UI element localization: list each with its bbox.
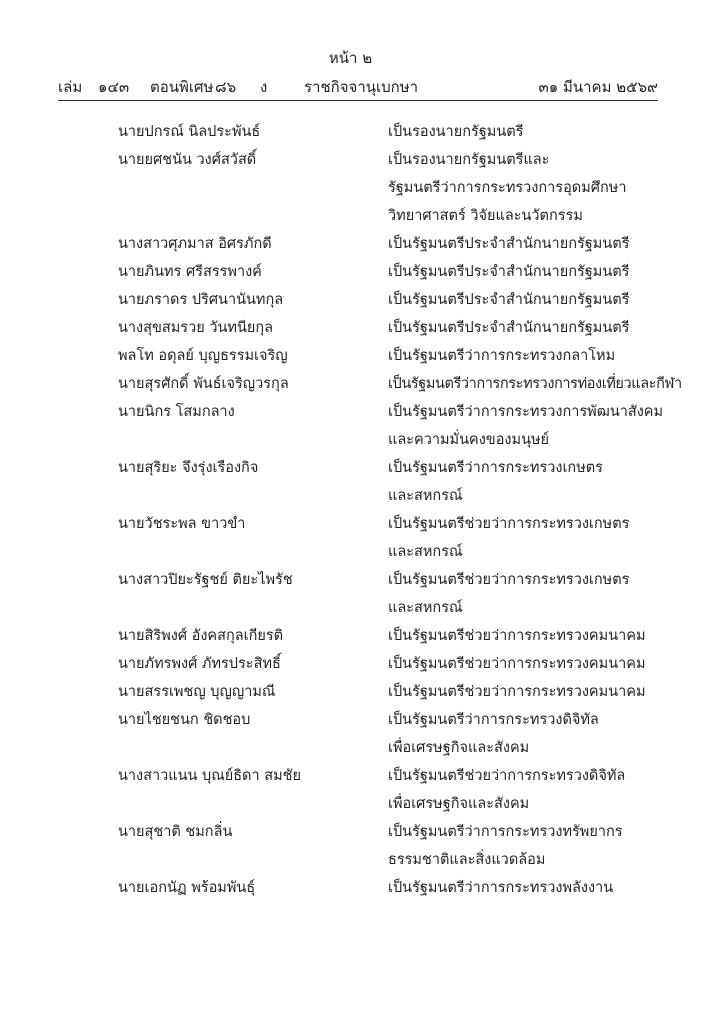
position-title: [388, 650, 688, 678]
appointment-entry: [0, 230, 701, 258]
appointment-entry: [0, 874, 701, 902]
position-line: และสหกรณ์: [388, 600, 463, 616]
position-title: [388, 454, 688, 510]
position-line: เป็นรองนายกรัฐมนตรี: [388, 124, 524, 140]
appointment-entry: [0, 818, 701, 874]
appointment-list: [0, 118, 701, 902]
appointment-entry: [0, 370, 701, 398]
position-title: [388, 678, 688, 706]
appointment-entry: [0, 314, 701, 342]
position-title: [388, 706, 688, 762]
minister-name: นางสุขสมรวย วันทนียกุล: [118, 320, 274, 336]
header-divider: [58, 100, 658, 101]
minister-name: นายภราดร ปริศนานันทกุล: [118, 292, 284, 308]
position-line: เป็นรัฐมนตรีว่าการกระทรวงทรัพยากร: [388, 824, 623, 840]
appointment-entry: [0, 286, 701, 314]
position-title: [388, 398, 688, 454]
position-title: [388, 314, 688, 342]
appointment-entry: [0, 566, 701, 622]
minister-name: นายสิริพงศ์ อังคสกุลเกียรติ: [118, 628, 284, 644]
minister-name: นางสาวศุภมาส อิศรภักดี: [118, 236, 272, 252]
appointment-entry: [0, 398, 701, 454]
minister-name: นายภินทร ศรีสรรพางค์: [118, 264, 262, 280]
minister-name: นางสาวปิยะรัฐชย์ ติยะไพรัช: [118, 572, 293, 588]
position-line: เป็นรัฐมนตรีว่าการกระทรวงดิจิทัล: [388, 712, 599, 728]
position-title: [388, 118, 688, 146]
minister-name: นายสุชาติ ชมกลิ่น: [118, 824, 233, 840]
position-line: เป็นรัฐมนตรีประจำสำนักนายกรัฐมนตรี: [388, 264, 630, 280]
appointment-entry: [0, 258, 701, 286]
position-line: เป็นรัฐมนตรีประจำสำนักนายกรัฐมนตรี: [388, 236, 630, 252]
position-title: [388, 370, 688, 398]
position-title: [388, 874, 688, 902]
minister-name: พลโท อดุลย์ บุญธรรมเจริญ: [118, 348, 288, 364]
appointment-entry: [0, 762, 701, 818]
position-line: เป็นรัฐมนตรีช่วยว่าการกระทรวงคมนาคม: [388, 628, 646, 644]
appointment-entry: [0, 706, 701, 762]
position-title: [388, 342, 688, 370]
position-line: และสหกรณ์: [388, 488, 463, 504]
position-line: เพื่อเศรษฐกิจและสังคม: [388, 796, 530, 812]
position-title: [388, 510, 688, 566]
position-line: วิทยาศาสตร์ วิจัยและนวัตกรรม: [388, 208, 583, 224]
position-line: เป็นรัฐมนตรีว่าการกระทรวงพลังงาน: [388, 880, 614, 896]
position-title: [388, 818, 688, 874]
position-line: เป็นรัฐมนตรีช่วยว่าการกระทรวงเกษตร: [388, 572, 630, 588]
minister-name: นายปกรณ์ นิลประพันธ์: [118, 124, 261, 140]
appointment-entry: [0, 454, 701, 510]
position-title: [388, 762, 688, 818]
minister-name: นายภัทรพงศ์ ภัทรประสิทธิ์: [118, 656, 281, 672]
position-title: [388, 230, 688, 258]
position-line: รัฐมนตรีว่าการกระทรวงการอุดมศึกษา: [388, 180, 627, 196]
volume-label: เล่ม: [58, 78, 83, 96]
minister-name: นายเอกนัฏ พร้อมพันธุ์: [118, 880, 256, 896]
position-line: ธรรมชาติและสิ่งแวดล้อม: [388, 852, 546, 868]
position-title: [388, 566, 688, 622]
position-line: เป็นรัฐมนตรีช่วยว่าการกระทรวงคมนาคม: [388, 656, 646, 672]
page-number: หน้า ๒: [328, 49, 373, 67]
position-line: เป็นรัฐมนตรีประจำสำนักนายกรัฐมนตรี: [388, 320, 630, 336]
position-line: เป็นรัฐมนตรีช่วยว่าการกระทรวงดิจิทัล: [388, 768, 626, 784]
position-line: เป็นรัฐมนตรีว่าการกระทรวงการพัฒนาสังคม: [388, 404, 664, 420]
gazette-header: [58, 76, 658, 98]
position-title: [388, 146, 688, 230]
minister-name: นายสรรเพชญ บุญญามณี: [118, 684, 276, 700]
position-line: เป็นรองนายกรัฐมนตรีและ: [388, 152, 550, 168]
minister-name: นายยศชนัน วงศ์สวัสดิ์: [118, 152, 257, 168]
minister-name: นายวัชระพล ขาวขำ: [118, 516, 246, 532]
appointment-entry: [0, 650, 701, 678]
position-title: [388, 622, 688, 650]
position-line: และสหกรณ์: [388, 544, 463, 560]
position-line: เป็นรัฐมนตรีว่าการกระทรวงกลาโหม: [388, 348, 616, 364]
position-line: เป็นรัฐมนตรีว่าการกระทรวงการท่องเที่ยวและกีฬา: [388, 376, 682, 392]
gazette-name: ราชกิจจานุเบกษา: [304, 78, 419, 96]
appointment-entry: [0, 342, 701, 370]
position-line: เป็นรัฐมนตรีว่าการกระทรวงเกษตร: [388, 460, 603, 476]
section-label: ตอนพิเศษ: [150, 78, 214, 96]
position-line: เพื่อเศรษฐกิจและสังคม: [388, 740, 530, 756]
minister-name: นายสุริยะ จึงรุ่งเรืองกิจ: [118, 460, 259, 476]
minister-name: นายไชยชนก ชิดชอบ: [118, 712, 251, 728]
appointment-entry: [0, 678, 701, 706]
minister-name: นายสุรศักดิ์ พันธ์เจริญวรกุล: [118, 376, 289, 392]
section-number: ๘๖: [215, 78, 237, 96]
position-line: เป็นรัฐมนตรีช่วยว่าการกระทรวงเกษตร: [388, 516, 630, 532]
section-letter: ง: [260, 78, 268, 96]
position-title: [388, 286, 688, 314]
volume-number: ๑๔๓: [98, 78, 130, 96]
appointment-entry: [0, 118, 701, 146]
issue-date: ๓๑ มีนาคม ๒๕๖๙: [538, 78, 658, 96]
position-line: เป็นรัฐมนตรีประจำสำนักนายกรัฐมนตรี: [388, 292, 630, 308]
position-title: [388, 258, 688, 286]
position-line: เป็นรัฐมนตรีช่วยว่าการกระทรวงคมนาคม: [388, 684, 646, 700]
minister-name: นางสาวแนน บุณย์ธิดา สมชัย: [118, 768, 301, 784]
appointment-entry: [0, 146, 701, 230]
minister-name: นายนิกร โสมกลาง: [118, 404, 235, 420]
position-line: และความมั่นคงของมนุษย์: [388, 432, 550, 448]
appointment-entry: [0, 622, 701, 650]
appointment-entry: [0, 510, 701, 566]
